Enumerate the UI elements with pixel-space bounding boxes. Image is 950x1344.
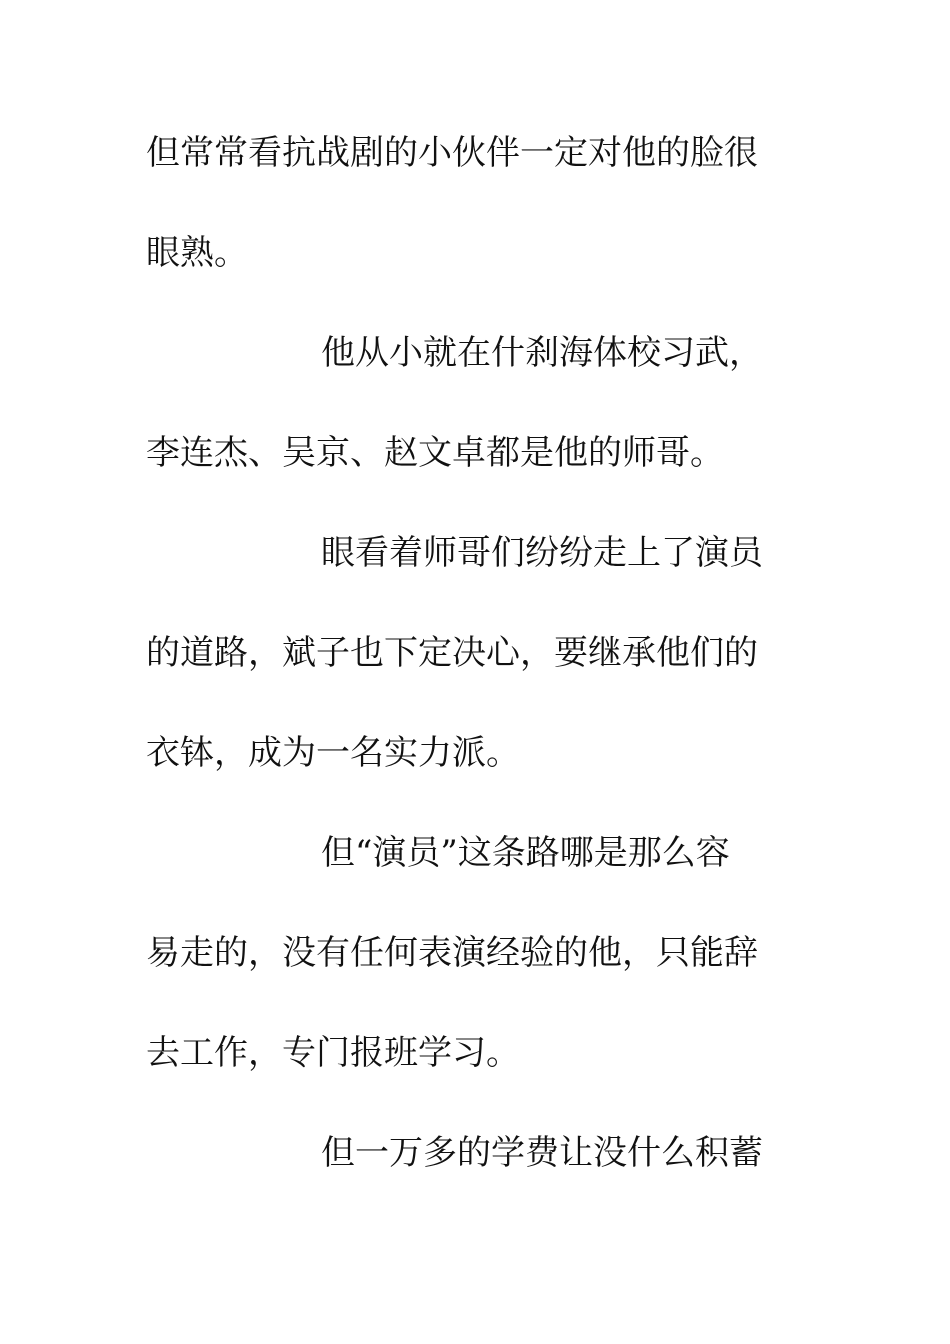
text-line: 但“演员”这条路哪是那么容 xyxy=(321,833,730,873)
text-line: 他从小就在什刹海体校习武， xyxy=(321,333,763,373)
text-line: 衣钵，成为一名实力派。 xyxy=(146,733,520,773)
text-line: 但一万多的学费让没什么积蓄 xyxy=(321,1133,763,1173)
text-line: 李连杰、吴京、赵文卓都是他的师哥。 xyxy=(146,433,724,473)
text-line: 易走的，没有任何表演经验的他，只能辞 xyxy=(146,933,758,973)
text-line: 眼看着师哥们纷纷走上了演员 xyxy=(321,533,763,573)
text-line: 去工作，专门报班学习。 xyxy=(146,1033,520,1073)
text-line: 的道路，斌子也下定决心，要继承他们的 xyxy=(146,633,758,673)
text-line: 但常常看抗战剧的小伙伴一定对他的脸很 xyxy=(146,133,758,173)
text-line: 眼熟。 xyxy=(146,233,248,273)
